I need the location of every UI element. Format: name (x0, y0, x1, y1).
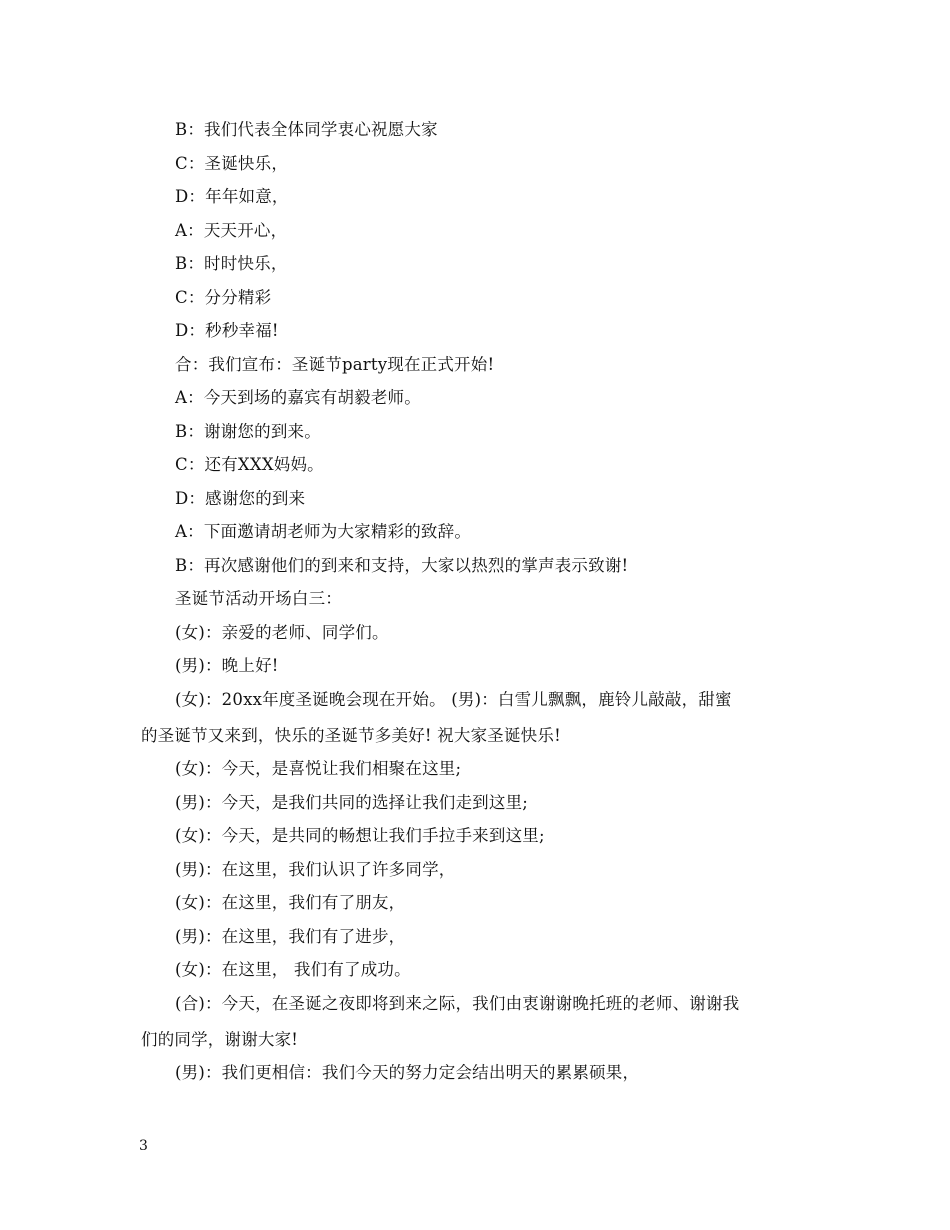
text-line: 合：我们宣布：圣诞节party现在正式开始! (175, 355, 495, 374)
text-line: (女)：在这里， 我们有了成功。 (175, 960, 411, 979)
text-line: A：天天开心， (175, 221, 288, 240)
page-number: 3 (139, 1138, 148, 1154)
text-line: (男)：今天，是我们共同的选择让我们走到这里; (175, 793, 529, 812)
text-line: (女)：在这里，我们有了朋友， (175, 893, 406, 912)
text-line: B：再次感谢他们的到来和支持，大家以热烈的掌声表示致谢! (175, 556, 629, 575)
section-heading: 圣诞节活动开场白三： (175, 589, 342, 608)
text-line: C：分分精彩 (175, 288, 272, 307)
text-line: (女)：20xx年度圣诞晚会现在开始。 (男)：白雪儿飘飘，鹿铃儿敲敲，甜蜜 (175, 690, 732, 709)
text-line: D：秒秒幸福! (175, 321, 279, 340)
text-line: (男)：在这里，我们认识了许多同学， (175, 860, 456, 879)
text-line: (男)：我们更相信：我们今天的努力定会结出明天的累累硕果， (175, 1063, 640, 1082)
text-line: D：感谢您的到来 (175, 489, 306, 508)
text-line: (合)：今天，在圣诞之夜即将到来之际，我们由衷谢谢晚托班的老师、谢谢我 (175, 994, 740, 1013)
text-line-continuation: 们的同学，谢谢大家! (141, 1030, 299, 1049)
text-line: (女)：亲爱的老师、同学们。 (175, 623, 389, 642)
text-line: (男)：在这里，我们有了进步， (175, 927, 406, 946)
text-line: (女)：今天，是喜悦让我们相聚在这里; (175, 759, 462, 778)
text-line-continuation: 的圣诞节又来到，快乐的圣诞节多美好! 祝大家圣诞快乐! (141, 726, 561, 745)
text-line: A：下面邀请胡老师为大家精彩的致辞。 (175, 522, 472, 541)
text-line: (女)：今天，是共同的畅想让我们手拉手来到这里; (175, 826, 545, 845)
text-line: (男)：晚上好! (175, 656, 279, 675)
text-line: D：年年如意， (175, 187, 289, 206)
text-line: B：时时快乐， (175, 254, 288, 273)
text-line: C：还有XXX妈妈。 (175, 455, 324, 474)
text-line: A：今天到场的嘉宾有胡毅老师。 (175, 388, 421, 407)
text-line: B：谢谢您的到来。 (175, 422, 321, 441)
text-line: C：圣诞快乐， (175, 154, 289, 173)
text-line: B：我们代表全体同学衷心祝愿大家 (175, 120, 438, 139)
